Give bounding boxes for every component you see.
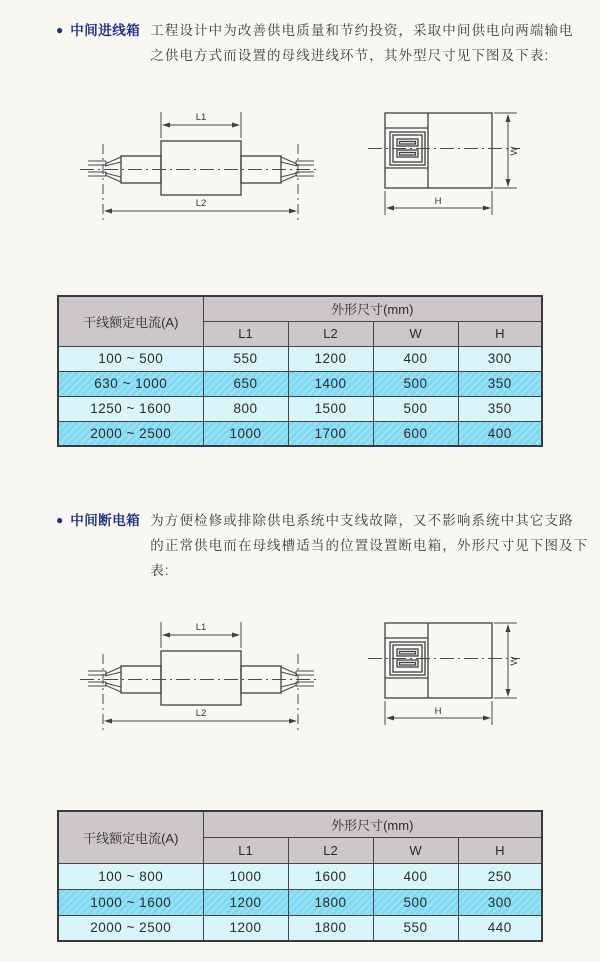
dimension-cell: 1800 bbox=[288, 889, 373, 915]
dimension-cell: 300 bbox=[458, 889, 542, 915]
section-body bbox=[150, 18, 573, 68]
dimension-cell: 1200 bbox=[288, 346, 373, 371]
section-body-line: 之供电方式而设置的母线进线环节，其外型尺寸见下图及下表: bbox=[150, 48, 550, 63]
dimension-cell: 650 bbox=[203, 371, 288, 396]
dimension-cell: 1400 bbox=[288, 371, 373, 396]
dimension-cell: 550 bbox=[373, 915, 458, 941]
col-header-h: H bbox=[458, 837, 542, 863]
dimension-cell: 500 bbox=[373, 396, 458, 421]
bullet-icon: ● bbox=[56, 513, 64, 527]
col-header-l1: L1 bbox=[203, 837, 288, 863]
bullet-icon: ● bbox=[56, 23, 64, 37]
current-range-cell: 1250 ~ 1600 bbox=[58, 396, 203, 421]
section-body-line: 为方便检修或排除供电系统中支线故障，又不影响系统中其它支路 bbox=[150, 513, 574, 528]
dimension-cell: 1000 bbox=[203, 421, 288, 446]
table-row bbox=[58, 889, 542, 915]
table-row bbox=[58, 371, 542, 396]
section-body bbox=[150, 508, 590, 583]
dimension-cell: 350 bbox=[458, 371, 542, 396]
section-intake-box bbox=[56, 18, 590, 68]
dimension-cell: 1500 bbox=[288, 396, 373, 421]
dimensions-table-intake bbox=[57, 295, 543, 447]
current-range-cell: 100 ~ 500 bbox=[58, 346, 203, 371]
current-range-cell: 2000 ~ 2500 bbox=[58, 421, 203, 446]
dimension-cell: 300 bbox=[458, 346, 542, 371]
dimension-cell: 1600 bbox=[288, 863, 373, 889]
dimension-cell: 440 bbox=[458, 915, 542, 941]
section-title: 中间进线箱 bbox=[70, 23, 141, 38]
row-header: 干线额定电流(A) bbox=[58, 296, 203, 346]
dimension-cell: 800 bbox=[203, 396, 288, 421]
dim-label-l1: L1 bbox=[195, 112, 207, 123]
dimension-cell: 350 bbox=[458, 396, 542, 421]
dimension-cell: 500 bbox=[373, 889, 458, 915]
dimension-cell: 600 bbox=[373, 421, 458, 446]
end-view-diagram bbox=[360, 610, 580, 740]
section-body-line: 工程设计中为改善供电质量和节约投资，采取中间供电向两端输电 bbox=[150, 23, 574, 38]
col-header-w: W bbox=[373, 321, 458, 346]
dimension-cell: 1700 bbox=[288, 421, 373, 446]
col-header-h: H bbox=[458, 321, 542, 346]
end-view-diagram bbox=[360, 100, 580, 230]
table-row bbox=[58, 396, 542, 421]
row-header: 干线额定电流(A) bbox=[58, 811, 203, 863]
col-header-l2: L2 bbox=[288, 837, 373, 863]
table-row bbox=[58, 421, 542, 446]
dimension-cell: 400 bbox=[458, 421, 542, 446]
col-header-w: W bbox=[373, 837, 458, 863]
dimension-cell: 550 bbox=[203, 346, 288, 371]
dim-label-l1: L1 bbox=[195, 622, 207, 633]
dimension-cell: 400 bbox=[373, 863, 458, 889]
current-range-cell: 100 ~ 800 bbox=[58, 863, 203, 889]
side-view-diagram bbox=[58, 608, 340, 740]
dimension-cell: 1800 bbox=[288, 915, 373, 941]
col-header-l1: L1 bbox=[203, 321, 288, 346]
dimension-cell: 500 bbox=[373, 371, 458, 396]
col-header-l2: L2 bbox=[288, 321, 373, 346]
table-row bbox=[58, 863, 542, 889]
dimension-cell: 1200 bbox=[203, 915, 288, 941]
table-row bbox=[58, 346, 542, 371]
group-header: 外形尺寸(mm) bbox=[203, 811, 542, 837]
current-range-cell: 630 ~ 1000 bbox=[58, 371, 203, 396]
dim-label-l2: L2 bbox=[195, 708, 207, 719]
dim-label-h: H bbox=[434, 706, 442, 717]
dim-label-w: W bbox=[509, 146, 520, 156]
group-header: 外形尺寸(mm) bbox=[203, 296, 542, 321]
section-title: 中间断电箱 bbox=[70, 513, 141, 528]
dimension-cell: 400 bbox=[373, 346, 458, 371]
dimensions-table-breaker bbox=[57, 810, 543, 942]
section-body-line: 的正常供电而在母线槽适当的位置设置断电箱，外形尺寸见下图及下表: bbox=[150, 538, 589, 578]
dim-label-h: H bbox=[434, 196, 442, 207]
dim-label-w: W bbox=[509, 656, 520, 666]
dim-label-l2: L2 bbox=[195, 198, 207, 209]
side-view-diagram bbox=[58, 98, 340, 230]
dimension-cell: 1200 bbox=[203, 889, 288, 915]
table-row bbox=[58, 915, 542, 941]
dimension-cell: 1000 bbox=[203, 863, 288, 889]
current-range-cell: 2000 ~ 2500 bbox=[58, 915, 203, 941]
dimension-cell: 250 bbox=[458, 863, 542, 889]
section-breaker-box bbox=[56, 508, 590, 583]
current-range-cell: 1000 ~ 1600 bbox=[58, 889, 203, 915]
